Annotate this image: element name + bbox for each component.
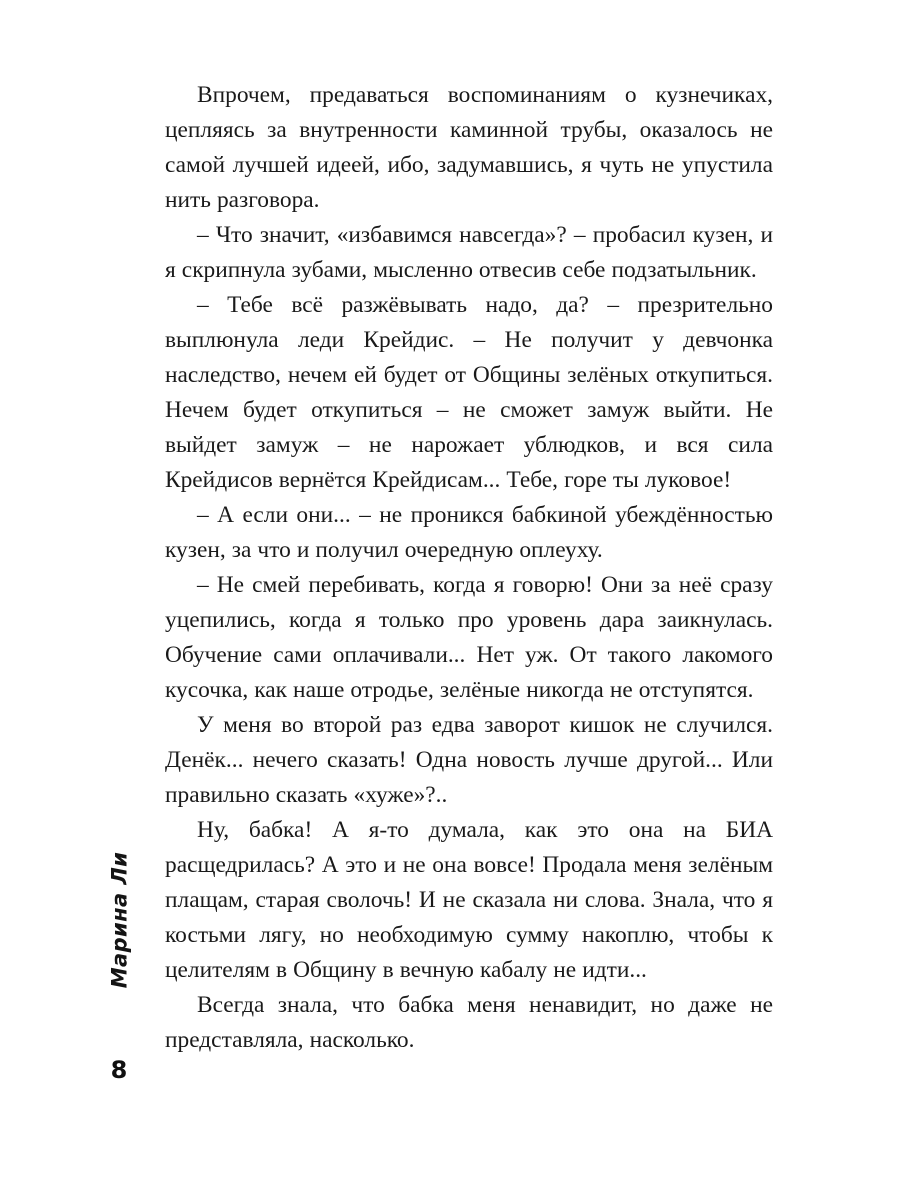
body-paragraph: – Что значит, «избавимся навсегда»? – пробасил кузен, и я скрипнула зубами, мысленно отвесив себе подзатыльник. xyxy=(165,222,773,283)
body-paragraph: Всегда знала, что бабка меня ненавидит, но даже не представляла, насколько. xyxy=(165,992,773,1053)
body-paragraph: – А если они... – не проникся бабкиной убеждённостью кузен, за что и получил очередную оплеуху. xyxy=(165,502,773,563)
body-text-column xyxy=(165,78,773,1058)
running-head-author xyxy=(96,815,142,1025)
body-paragraph: Впрочем, предаваться воспоминаниям о кузнечиках, цепляясь за внутренности каминной трубы, оказалось не самой лучшей идеей, ибо, задумавшись, я чуть не упустила нить разговора. xyxy=(165,82,773,213)
body-paragraph: – Тебе всё разжёвывать надо, да? – презрительно выплюнула леди Крейдис. – Не получит у девчонка наследство, нечем ей будет от Общины зелёных откупиться. Нечем будет откупиться – не сможет замуж выйти. Не выйдет замуж – не нарожает ублюдков, и вся сила Крейдисов вернётся Крейдисам... Тебе, горе ты луковое! xyxy=(165,292,773,493)
body-paragraph: – Не смей перебивать, когда я говорю! Они за неё сразу уцепились, когда я только про уровень дара заикнулась. Обучение сами оплачивали... Нет уж. От такого лакомого кусочка, как наше отродье, зелёные никогда не отступятся. xyxy=(165,572,773,703)
page-number: 8 xyxy=(110,1056,128,1084)
body-paragraph: Ну, бабка! А я-то думала, как это она на БИА расщедрилась? А это и не она вовсе! Продала меня зелёным плащам, старая сволочь! И не сказала ни слова. Знала, что я костьми лягу, но необходимую сумму накоплю, чтобы к целителям в Общину в вечную кабалу не идти... xyxy=(165,817,773,983)
left-margin-column xyxy=(0,0,165,1200)
running-head-author-label: Марина Ли xyxy=(107,851,131,989)
body-paragraph: У меня во второй раз едва заворот кишок не случился. Денёк... нечего сказать! Одна новость лучше другой... Или правильно сказать «хуже»?.. xyxy=(165,712,773,808)
